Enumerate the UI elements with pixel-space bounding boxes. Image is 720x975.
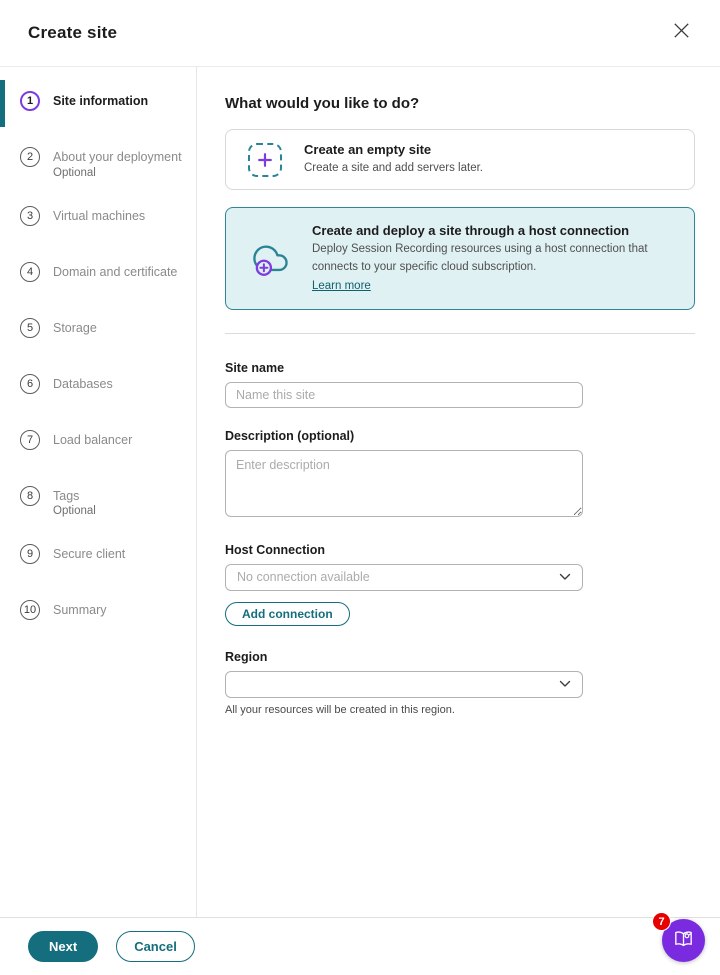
chevron-down-icon [559,568,571,586]
sidebar-step-storage[interactable] [0,318,196,338]
host-connection-select[interactable] [225,564,583,591]
step-number-badge: 9 [20,544,40,564]
step-number-badge: 6 [20,374,40,394]
host-connection-field-group [225,543,695,626]
close-button[interactable] [666,18,696,48]
step-sublabel: Optional [53,505,96,518]
step-label: Load balancer [53,432,133,447]
sidebar-step-databases[interactable] [0,374,196,394]
step-label: About your deployment [53,150,182,164]
dashed-plus-icon [248,143,282,177]
description-field-group [225,429,695,522]
sidebar-step-site-information[interactable] [0,91,196,111]
dialog-footer [0,917,720,975]
step-sublabel: Optional [53,166,96,179]
sidebar-step-domain-and-certificate[interactable] [0,262,196,282]
option-create-empty-site[interactable] [225,129,695,190]
region-field-group [225,650,695,716]
dialog-title: Create site [28,23,118,42]
step-number-badge: 8 [20,486,40,506]
sidebar-step-load-balancer[interactable] [0,430,196,450]
description-textarea[interactable] [225,450,583,517]
site-name-label: Site name [225,360,285,375]
step-label: Databases [53,376,113,391]
add-connection-button[interactable]: Add connection [225,602,350,626]
step-content [197,67,720,917]
step-number-badge: 5 [20,318,40,338]
help-guide-button[interactable] [658,915,705,962]
step-label: Summary [53,603,107,618]
guide-book-icon [672,927,695,955]
dialog-header [0,0,720,67]
learn-more-link[interactable]: Learn more [312,279,371,292]
chevron-down-icon [559,675,571,693]
step-number-badge: 3 [20,206,40,226]
step-label: Virtual machines [53,208,146,223]
step-number-badge: 10 [20,600,40,620]
option-text [304,142,483,177]
host-connection-label: Host Connection [225,542,325,557]
option-description: Deploy Session Recording resources using a host connection that connects to your specific cloud subscription. [312,243,648,273]
sidebar-step-summary[interactable] [0,600,196,620]
option-title: Create and deploy a site through a host connection [312,223,630,239]
section-divider [225,333,695,334]
step-number-badge: 1 [20,91,40,111]
active-step-indicator [0,80,5,127]
step-label: Domain and certificate [53,264,178,279]
step-label: Tags [53,488,80,503]
dialog-body [0,67,720,917]
option-title: Create an empty site [304,142,432,157]
step-label: Site information [53,94,149,108]
region-helper-text: All your resources will be created in this region. [225,703,455,716]
notification-badge: 7 [652,912,671,931]
site-name-input[interactable] [225,382,583,408]
host-connection-select-value: No connection available [237,570,370,585]
wizard-step-list [0,67,197,917]
sidebar-step-tags[interactable] [0,486,196,518]
step-number-badge: 4 [20,262,40,282]
sidebar-step-about-your-deployment[interactable] [0,147,196,179]
next-button[interactable]: Next [28,931,98,962]
description-label: Description (optional) [225,428,355,443]
question-heading: What would you like to do? [225,95,420,112]
option-description: Create a site and add servers later. [304,162,483,174]
option-text [312,223,678,294]
site-name-field-group [225,361,695,408]
step-number-badge: 2 [20,147,40,167]
option-create-via-host-connection[interactable] [225,207,695,310]
sidebar-step-virtual-machines[interactable] [0,206,196,226]
cloud-plus-icon [248,240,290,278]
step-label: Storage [53,320,97,335]
cancel-button[interactable]: Cancel [116,931,195,962]
step-number-badge: 7 [20,430,40,450]
x-icon [670,19,693,47]
step-label: Secure client [53,547,126,562]
region-select[interactable] [225,671,583,698]
region-label: Region [225,649,268,664]
sidebar-step-secure-client[interactable] [0,544,196,564]
